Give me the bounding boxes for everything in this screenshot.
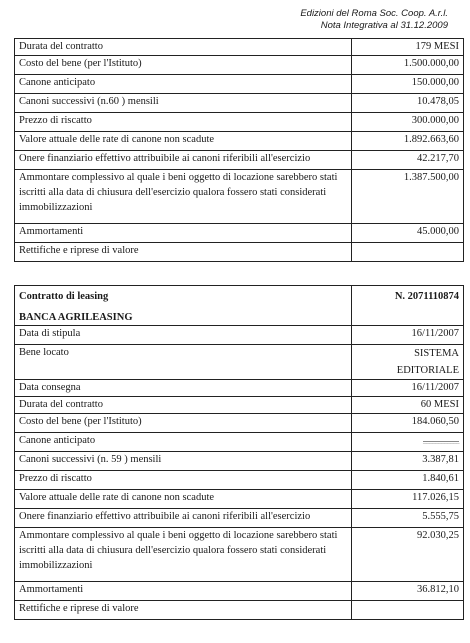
table-row [15, 113, 464, 132]
row-value: 42.217,70 [352, 151, 464, 170]
row-label: Durata del contratto [15, 397, 352, 414]
row-value: 184.060,50 [352, 414, 464, 433]
row-label: Onere finanziario effettivo attribuibile ai canoni riferibili all'esercizio [15, 151, 352, 170]
contract-cell [15, 286, 352, 326]
row-value: 45.000,00 [352, 224, 464, 243]
row-value [352, 601, 464, 620]
row-label: Ammontare complessivo al quale i beni oggetto di locazione sarebbero stati iscritti alla data di chiusura dell'esercizio qualora fossero stati considerati immobilizzazioni [15, 170, 352, 224]
row-label: Onere finanziario effettivo attribuibile ai canoni riferibili all'esercizio [15, 509, 352, 528]
row-value: 179 MESI [352, 39, 464, 56]
table-row [15, 39, 464, 56]
row-value: 1.892.663,60 [352, 132, 464, 151]
row-value: 36.812,10 [352, 582, 464, 601]
table-row [15, 528, 464, 582]
row-label: Valore attuale delle rate di canone non scadute [15, 490, 352, 509]
row-value: 150.000,00 [352, 75, 464, 94]
row-label: Canone anticipato [15, 433, 352, 452]
row-value: 10.478,05 [352, 94, 464, 113]
row-label: Prezzo di riscatto [15, 113, 352, 132]
table-row [15, 433, 464, 452]
row-label: Rettifiche e riprese di valore [15, 601, 352, 620]
row-value: 16/11/2007 [352, 326, 464, 345]
row-value: 1.500.000,00 [352, 56, 464, 75]
table-row [15, 170, 464, 224]
row-value: 1.840,61 [352, 471, 464, 490]
row-label: Costo del bene (per l'Istituto) [15, 56, 352, 75]
row-value [352, 433, 464, 452]
row-label: Data di stipula [15, 326, 352, 345]
row-label: Ammortamenti [15, 582, 352, 601]
table-row [15, 132, 464, 151]
table-row [15, 380, 464, 397]
company-label: BANCA AGRILEASING [19, 312, 133, 323]
row-value: 3.387,81 [352, 452, 464, 471]
row-value: 1.387.500,00 [352, 170, 464, 224]
table-header-row [15, 286, 464, 326]
table-row [15, 94, 464, 113]
contract-label: Contratto di leasing [19, 291, 109, 302]
contract-number: N. 2071110874 [352, 286, 464, 326]
row-value: 5.555,75 [352, 509, 464, 528]
row-value: 300.000,00 [352, 113, 464, 132]
table-row [15, 397, 464, 414]
table-row [15, 151, 464, 170]
row-label: Canoni successivi (n. 59 ) mensili [15, 452, 352, 471]
row-label: Rettifiche e riprese di valore [15, 243, 352, 262]
row-value: SISTEMA EDITORIALE [352, 345, 464, 380]
row-value: 60 MESI [352, 397, 464, 414]
struck-value: ____________ [423, 437, 459, 445]
table-row [15, 326, 464, 345]
row-value: 92.030,25 [352, 528, 464, 582]
row-label: Ammortamenti [15, 224, 352, 243]
row-value: 16/11/2007 [352, 380, 464, 397]
row-label: Bene locato [15, 345, 352, 380]
row-value: 117.026,15 [352, 490, 464, 509]
table-row [15, 56, 464, 75]
row-value [352, 243, 464, 262]
table-row [15, 582, 464, 601]
table-row [15, 224, 464, 243]
table-row [15, 243, 464, 262]
document-header [300, 8, 448, 32]
document-title: Nota Integrativa al 31.12.2009 [320, 20, 448, 31]
table-row [15, 490, 464, 509]
row-label: Data consegna [15, 380, 352, 397]
table-row [15, 601, 464, 620]
company-name: Edizioni del Roma Soc. Coop. A.r.l. [300, 8, 448, 19]
row-label: Ammontare complessivo al quale i beni oggetto di locazione sarebbero stati iscritti alla data di chiusura dell'esercizio qualora fossero stati considerati immobilizzazioni [15, 528, 352, 582]
table-row [15, 75, 464, 94]
row-label: Valore attuale delle rate di canone non scadute [15, 132, 352, 151]
row-label: Canoni successivi (n.60 ) mensili [15, 94, 352, 113]
table-row [15, 414, 464, 433]
row-label: Prezzo di riscatto [15, 471, 352, 490]
table-row [15, 452, 464, 471]
row-label: Durata del contratto [15, 39, 352, 56]
table-row [15, 345, 464, 380]
leasing-table-1 [14, 38, 464, 262]
table-row [15, 509, 464, 528]
table-row [15, 471, 464, 490]
row-label: Canone anticipato [15, 75, 352, 94]
row-label: Costo del bene (per l'Istituto) [15, 414, 352, 433]
leasing-table-2 [14, 285, 464, 620]
